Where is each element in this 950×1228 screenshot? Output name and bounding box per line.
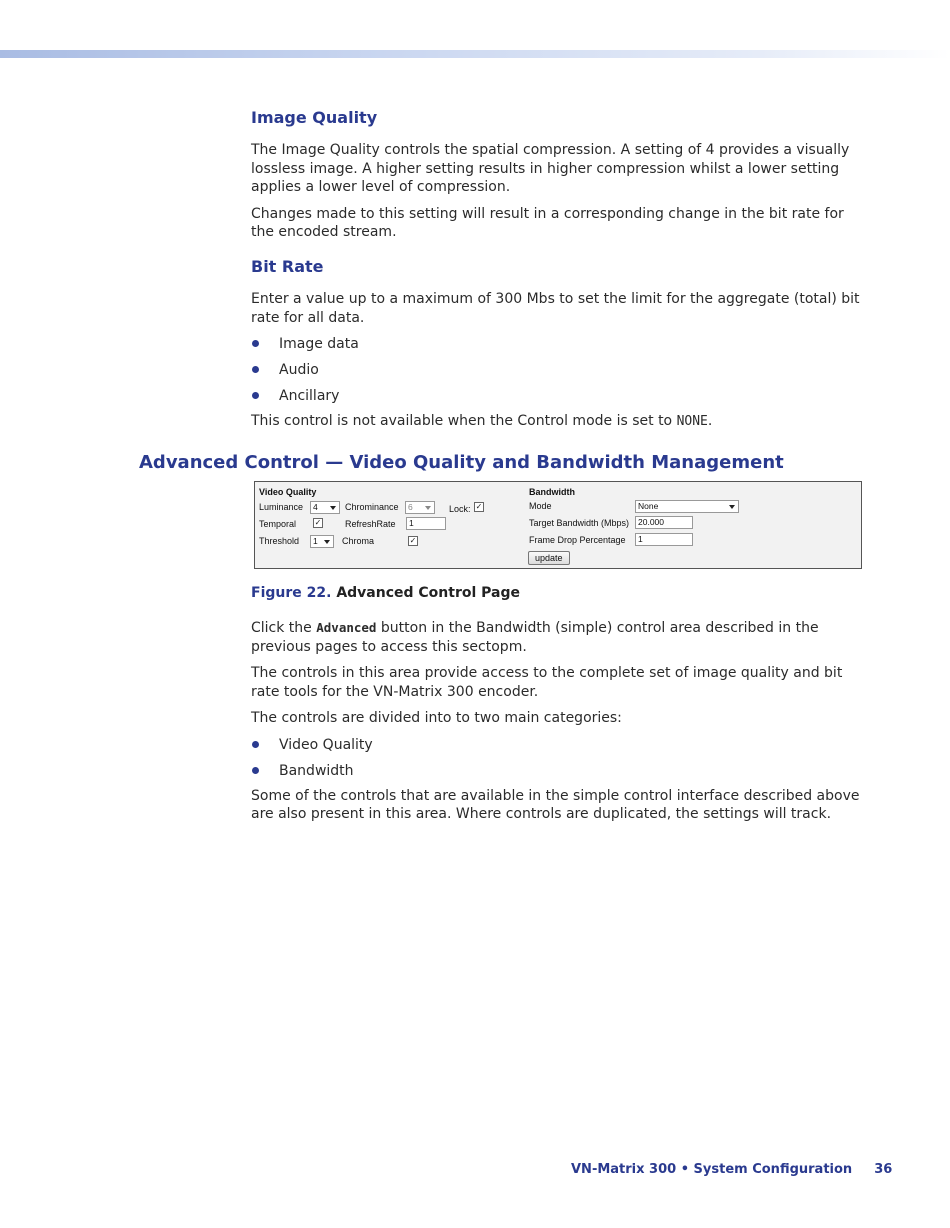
control-note (251, 412, 866, 432)
figure-caption (251, 585, 520, 601)
paragraph: Changes made to this setting will result in a corresponding change in the bit rate for the encoded stream. (251, 205, 844, 240)
chroma-checkbox[interactable]: ✓ (409, 536, 417, 545)
refreshrate-input[interactable]: 1 (406, 517, 446, 530)
mode-value: None (638, 501, 659, 511)
text: Click the (251, 620, 317, 636)
page-number: 36 (874, 1162, 893, 1177)
chrominance-value: 6 (408, 502, 413, 512)
frame-drop-input[interactable]: 1 (635, 533, 693, 546)
threshold-label: Threshold (259, 536, 300, 546)
chroma-label: Chroma (342, 536, 375, 546)
paragraph: The controls are divided into to two main categories: (251, 710, 622, 726)
mode-select[interactable] (635, 500, 739, 513)
luminance-select[interactable] (310, 501, 340, 514)
target-bandwidth-input[interactable]: 20.000 (635, 516, 693, 529)
footer-title: VN-Matrix 300 • System Configuration (571, 1162, 853, 1177)
paragraph: Some of the controls that are available in the simple control interface described above are also present in this area. Where controls are duplicated, the settings will track. (251, 787, 860, 822)
update-button[interactable]: update (528, 551, 570, 565)
note-text: This control is not available when the Control mode is set to (251, 413, 677, 429)
video-quality-title: Video Quality (259, 487, 317, 497)
section-image-quality (251, 108, 866, 242)
note-suffix: . (707, 413, 713, 429)
threshold-select[interactable] (310, 535, 334, 548)
heading-image-quality: Image Quality (251, 108, 378, 127)
luminance-value: 4 (313, 502, 318, 512)
page-footer (571, 1162, 892, 1177)
bullet-list (251, 335, 866, 405)
paragraph: Enter a value up to a maximum of 300 Mbs to set the limit for the aggregate (total) bit rate for all data. (251, 291, 860, 326)
chrominance-label: Chrominance (345, 502, 399, 512)
chevron-down-icon (729, 505, 735, 509)
bullet-list (251, 736, 866, 780)
code-advanced: Advanced (316, 620, 377, 635)
paragraph: The Image Quality controls the spatial compression. A setting of 4 provides a visually lossless image. A higher setting results in higher compression whilst a lower setting applies a lower level of compression. (251, 142, 850, 195)
code-none: NONE (676, 414, 708, 429)
chevron-down-icon (425, 506, 431, 510)
frame-drop-label: Frame Drop Percentage (529, 535, 626, 545)
section-advanced-body (251, 619, 866, 824)
figure-caption-text: Advanced Control Page (336, 585, 520, 601)
list-item: Image data (251, 335, 866, 353)
threshold-value: 1 (313, 536, 318, 546)
temporal-checkbox[interactable]: ✓ (314, 518, 322, 527)
chevron-down-icon (324, 540, 330, 544)
bandwidth-title: Bandwidth (529, 487, 575, 497)
list-item: Video Quality (251, 736, 866, 754)
advanced-control-panel (254, 481, 862, 569)
figure-number: Figure 22. (251, 585, 332, 601)
target-bandwidth-label: Target Bandwidth (Mbps) (529, 518, 630, 528)
heading-bit-rate: Bit Rate (251, 257, 324, 276)
chrominance-select[interactable] (405, 501, 435, 514)
temporal-label: Temporal (259, 519, 297, 529)
heading-advanced-control: Advanced Control — Video Quality and Bandwidth Management (139, 452, 784, 473)
paragraph: The controls in this area provide access to the complete set of image quality and bit rate tools for the VN-Matrix 300 encoder. (251, 665, 843, 700)
paragraph (251, 619, 866, 656)
text: button in the Bandwidth (simple) control area described in the previous pages to access this sectopm. (251, 620, 819, 655)
header-band (0, 50, 950, 58)
lock-checkbox[interactable]: ✓ (475, 502, 483, 511)
mode-label: Mode (529, 501, 552, 511)
chevron-down-icon (330, 506, 336, 510)
luminance-label: Luminance (259, 502, 304, 512)
list-item: Audio (251, 361, 866, 379)
section-bit-rate (251, 257, 866, 432)
refreshrate-label: RefreshRate (345, 519, 396, 529)
lock-label: Lock: (449, 504, 471, 514)
list-item: Ancillary (251, 387, 866, 405)
list-item: Bandwidth (251, 762, 866, 780)
